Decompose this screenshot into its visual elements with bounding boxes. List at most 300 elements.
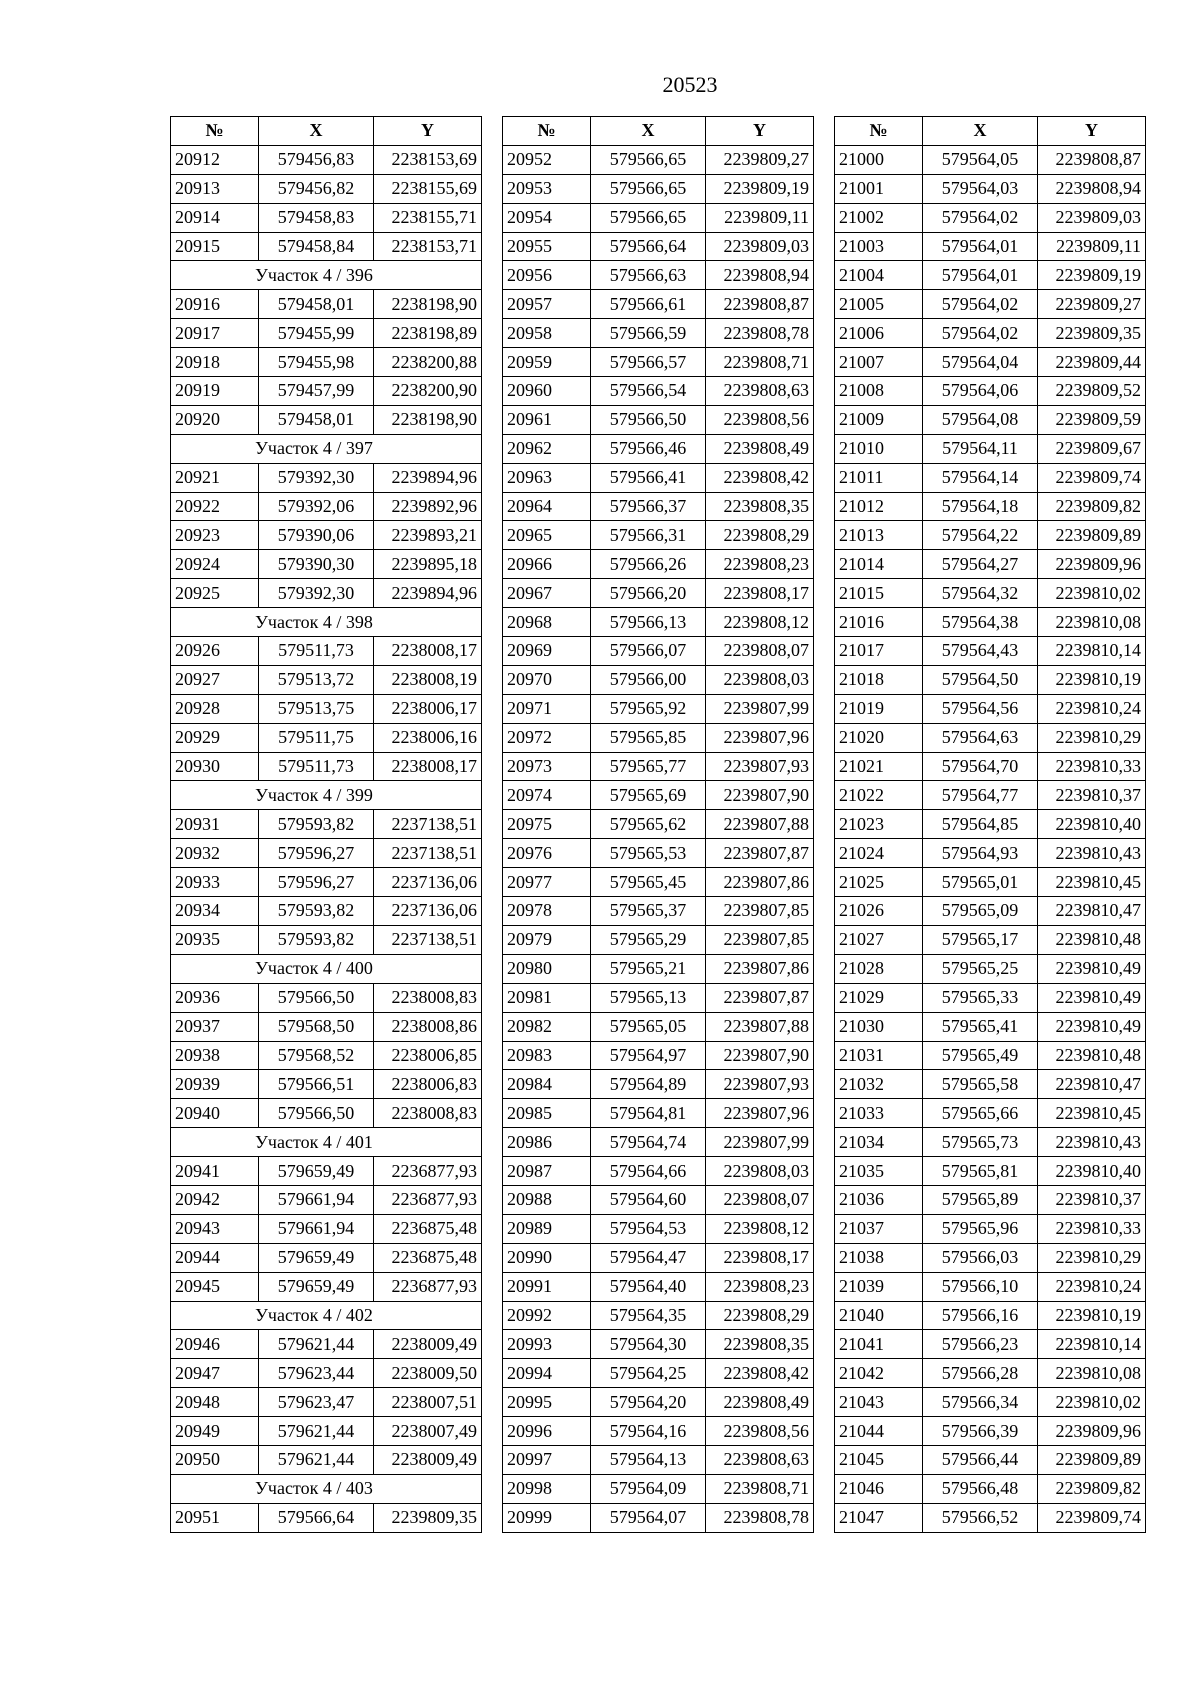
y-coordinate-cell: 2237136,06 — [374, 868, 482, 897]
table-row — [835, 1359, 1146, 1388]
point-number-cell: 20981 — [503, 983, 591, 1012]
y-coordinate-cell: 2239810,49 — [1038, 954, 1146, 983]
table-row — [171, 810, 482, 839]
table-row — [503, 1012, 814, 1041]
x-coordinate-cell: 579564,53 — [591, 1214, 706, 1243]
table-row — [835, 810, 1146, 839]
point-number-cell: 20925 — [171, 579, 259, 608]
y-coordinate-cell: 2239807,86 — [706, 954, 814, 983]
x-coordinate-cell: 579566,59 — [591, 319, 706, 348]
y-coordinate-cell: 2238008,83 — [374, 983, 482, 1012]
table-row — [503, 1128, 814, 1157]
table-row — [835, 1041, 1146, 1070]
x-coordinate-cell: 579564,04 — [923, 348, 1038, 377]
y-coordinate-cell: 2239808,23 — [706, 1272, 814, 1301]
x-coordinate-cell: 579511,75 — [259, 723, 374, 752]
point-number-cell: 20995 — [503, 1388, 591, 1417]
x-coordinate-cell: 579458,84 — [259, 232, 374, 261]
x-coordinate-cell: 579565,49 — [923, 1041, 1038, 1070]
y-coordinate-cell: 2238008,17 — [374, 637, 482, 666]
y-coordinate-cell: 2239892,96 — [374, 492, 482, 521]
point-number-cell: 20936 — [171, 983, 259, 1012]
x-coordinate-cell: 579566,37 — [591, 492, 706, 521]
point-number-cell: 20928 — [171, 694, 259, 723]
y-coordinate-cell: 2239810,02 — [1038, 1388, 1146, 1417]
x-coordinate-cell: 579566,26 — [591, 550, 706, 579]
x-coordinate-cell: 579566,54 — [591, 377, 706, 406]
point-number-cell: 20945 — [171, 1272, 259, 1301]
table-row — [503, 1070, 814, 1099]
point-number-cell: 21003 — [835, 232, 923, 261]
table-row — [171, 174, 482, 203]
table-row — [835, 608, 1146, 637]
x-coordinate-cell: 579564,77 — [923, 781, 1038, 810]
x-coordinate-cell: 579566,34 — [923, 1388, 1038, 1417]
y-coordinate-cell: 2239808,49 — [706, 434, 814, 463]
table-row — [835, 1099, 1146, 1128]
point-number-cell: 20968 — [503, 608, 591, 637]
point-number-cell: 20915 — [171, 232, 259, 261]
table-row — [835, 723, 1146, 752]
y-coordinate-cell: 2236877,93 — [374, 1185, 482, 1214]
x-coordinate-cell: 579564,85 — [923, 810, 1038, 839]
section-title: Участок 4 / 396 — [171, 261, 482, 290]
point-number-cell: 20926 — [171, 637, 259, 666]
y-coordinate-cell: 2238008,86 — [374, 1012, 482, 1041]
y-coordinate-cell: 2239809,27 — [1038, 290, 1146, 319]
y-coordinate-cell: 2239810,24 — [1038, 1272, 1146, 1301]
x-coordinate-cell: 579661,94 — [259, 1214, 374, 1243]
point-number-cell: 20912 — [171, 145, 259, 174]
point-number-cell: 20992 — [503, 1301, 591, 1330]
table-row — [171, 665, 482, 694]
x-coordinate-cell: 579564,30 — [591, 1330, 706, 1359]
x-coordinate-cell: 579564,66 — [591, 1157, 706, 1186]
point-number-cell: 20980 — [503, 954, 591, 983]
x-coordinate-cell: 579659,49 — [259, 1243, 374, 1272]
section-title: Участок 4 / 398 — [171, 608, 482, 637]
x-coordinate-cell: 579566,10 — [923, 1272, 1038, 1301]
y-coordinate-cell: 2239808,49 — [706, 1388, 814, 1417]
y-coordinate-cell: 2239810,40 — [1038, 810, 1146, 839]
y-coordinate-cell: 2239808,29 — [706, 1301, 814, 1330]
x-coordinate-cell: 579568,52 — [259, 1041, 374, 1070]
x-coordinate-cell: 579566,00 — [591, 665, 706, 694]
y-coordinate-cell: 2239807,88 — [706, 1012, 814, 1041]
table-row — [503, 868, 814, 897]
y-coordinate-cell: 2239808,42 — [706, 463, 814, 492]
page-number: 20523 — [662, 72, 718, 97]
point-number-cell: 20994 — [503, 1359, 591, 1388]
point-number-cell: 20956 — [503, 261, 591, 290]
point-number-cell: 20946 — [171, 1330, 259, 1359]
x-coordinate-cell: 579564,70 — [923, 752, 1038, 781]
table-row — [503, 492, 814, 521]
table-row — [503, 203, 814, 232]
point-number-cell: 20941 — [171, 1157, 259, 1186]
y-coordinate-cell: 2239810,02 — [1038, 579, 1146, 608]
section-header-row — [171, 1128, 482, 1157]
point-number-cell: 20991 — [503, 1272, 591, 1301]
y-coordinate-cell: 2238008,19 — [374, 665, 482, 694]
point-number-cell: 20932 — [171, 839, 259, 868]
point-number-cell: 21015 — [835, 579, 923, 608]
x-coordinate-cell: 579564,89 — [591, 1070, 706, 1099]
y-coordinate-cell: 2239809,74 — [1038, 1503, 1146, 1532]
y-coordinate-cell: 2239808,71 — [706, 1474, 814, 1503]
y-coordinate-cell: 2239809,03 — [1038, 203, 1146, 232]
x-coordinate-cell: 579456,83 — [259, 145, 374, 174]
y-coordinate-cell: 2239810,37 — [1038, 1185, 1146, 1214]
point-number-cell: 20958 — [503, 319, 591, 348]
x-coordinate-cell: 579564,27 — [923, 550, 1038, 579]
point-number-cell: 21042 — [835, 1359, 923, 1388]
y-coordinate-cell: 2239809,82 — [1038, 492, 1146, 521]
table-row — [835, 983, 1146, 1012]
point-number-cell: 21001 — [835, 174, 923, 203]
table-row — [503, 405, 814, 434]
x-coordinate-cell: 579564,56 — [923, 694, 1038, 723]
x-coordinate-cell: 579566,50 — [259, 983, 374, 1012]
x-coordinate-cell: 579566,51 — [259, 1070, 374, 1099]
y-coordinate-cell: 2238200,90 — [374, 377, 482, 406]
x-coordinate-cell: 579565,89 — [923, 1185, 1038, 1214]
x-coordinate-cell: 579565,09 — [923, 897, 1038, 926]
x-coordinate-cell: 579458,01 — [259, 405, 374, 434]
y-coordinate-cell: 2239808,07 — [706, 637, 814, 666]
y-coordinate-cell: 2238006,85 — [374, 1041, 482, 1070]
y-coordinate-cell: 2239809,03 — [706, 232, 814, 261]
coordinates-table-2 — [502, 116, 814, 1533]
table-row — [503, 1272, 814, 1301]
x-coordinate-cell: 579458,01 — [259, 290, 374, 319]
y-coordinate-cell: 2237138,51 — [374, 925, 482, 954]
table-row — [835, 405, 1146, 434]
point-number-cell: 20976 — [503, 839, 591, 868]
point-number-cell: 20938 — [171, 1041, 259, 1070]
point-number-cell: 20929 — [171, 723, 259, 752]
table-row — [503, 810, 814, 839]
table-row — [503, 434, 814, 463]
table-row — [503, 983, 814, 1012]
point-number-cell: 20996 — [503, 1417, 591, 1446]
point-number-cell: 20942 — [171, 1185, 259, 1214]
table-row — [171, 203, 482, 232]
point-number-cell: 21024 — [835, 839, 923, 868]
x-coordinate-cell: 579566,61 — [591, 290, 706, 319]
table-row — [171, 752, 482, 781]
y-coordinate-cell: 2239808,17 — [706, 579, 814, 608]
y-coordinate-cell: 2238009,50 — [374, 1359, 482, 1388]
table-row — [835, 145, 1146, 174]
table-row — [835, 348, 1146, 377]
point-number-cell: 21022 — [835, 781, 923, 810]
table-row — [503, 145, 814, 174]
y-coordinate-cell: 2239809,89 — [1038, 521, 1146, 550]
table-row — [171, 723, 482, 752]
table-row — [835, 1388, 1146, 1417]
x-coordinate-cell: 579392,30 — [259, 463, 374, 492]
y-coordinate-cell: 2239810,14 — [1038, 1330, 1146, 1359]
y-coordinate-cell: 2238007,49 — [374, 1417, 482, 1446]
point-number-cell: 20983 — [503, 1041, 591, 1070]
point-number-cell: 21008 — [835, 377, 923, 406]
point-number-cell: 21047 — [835, 1503, 923, 1532]
point-number-cell: 20930 — [171, 752, 259, 781]
x-coordinate-cell: 579566,48 — [923, 1474, 1038, 1503]
y-coordinate-cell: 2239808,56 — [706, 405, 814, 434]
x-coordinate-cell: 579659,49 — [259, 1272, 374, 1301]
table-row — [171, 1041, 482, 1070]
point-number-cell: 21019 — [835, 694, 923, 723]
x-coordinate-cell: 579623,47 — [259, 1388, 374, 1417]
y-coordinate-cell: 2239807,85 — [706, 925, 814, 954]
point-number-cell: 20951 — [171, 1503, 259, 1532]
table-row — [503, 232, 814, 261]
y-coordinate-cell: 2238198,90 — [374, 405, 482, 434]
y-coordinate-cell: 2238008,17 — [374, 752, 482, 781]
point-number-cell: 21035 — [835, 1157, 923, 1186]
table-row — [171, 1012, 482, 1041]
x-coordinate-cell: 579565,17 — [923, 925, 1038, 954]
x-coordinate-cell: 579566,50 — [591, 405, 706, 434]
point-number-cell: 21039 — [835, 1272, 923, 1301]
x-coordinate-cell: 579564,63 — [923, 723, 1038, 752]
point-number-cell: 20918 — [171, 348, 259, 377]
y-coordinate-cell: 2239807,86 — [706, 868, 814, 897]
table-row — [171, 925, 482, 954]
point-number-cell: 20998 — [503, 1474, 591, 1503]
y-coordinate-cell: 2239808,87 — [706, 290, 814, 319]
x-coordinate-cell: 579593,82 — [259, 897, 374, 926]
y-coordinate-cell: 2238007,51 — [374, 1388, 482, 1417]
table-row — [171, 694, 482, 723]
x-coordinate-cell: 579511,73 — [259, 637, 374, 666]
point-number-cell: 21009 — [835, 405, 923, 434]
y-coordinate-cell: 2239809,11 — [1038, 232, 1146, 261]
y-coordinate-cell: 2239810,45 — [1038, 1099, 1146, 1128]
point-number-cell: 20972 — [503, 723, 591, 752]
point-number-cell: 20959 — [503, 348, 591, 377]
point-number-cell: 20954 — [503, 203, 591, 232]
y-coordinate-cell: 2239807,93 — [706, 752, 814, 781]
x-coordinate-cell: 579390,06 — [259, 521, 374, 550]
y-coordinate-cell: 2239808,35 — [706, 1330, 814, 1359]
x-coordinate-cell: 579565,25 — [923, 954, 1038, 983]
point-number-cell: 20957 — [503, 290, 591, 319]
y-coordinate-cell: 2239808,03 — [706, 1157, 814, 1186]
table-row — [835, 1503, 1146, 1532]
x-coordinate-cell: 579565,41 — [923, 1012, 1038, 1041]
y-coordinate-cell: 2239895,18 — [374, 550, 482, 579]
point-number-cell: 21045 — [835, 1445, 923, 1474]
table-row — [171, 1445, 482, 1474]
table-row — [171, 839, 482, 868]
table-row — [835, 319, 1146, 348]
y-coordinate-cell: 2239810,49 — [1038, 1012, 1146, 1041]
point-number-cell: 20950 — [171, 1445, 259, 1474]
point-number-cell: 21027 — [835, 925, 923, 954]
point-number-cell: 20922 — [171, 492, 259, 521]
y-coordinate-cell: 2239894,96 — [374, 579, 482, 608]
y-coordinate-cell: 2238006,16 — [374, 723, 482, 752]
x-coordinate-cell: 579566,52 — [923, 1503, 1038, 1532]
y-coordinate-cell: 2239807,90 — [706, 781, 814, 810]
x-coordinate-cell: 579564,02 — [923, 290, 1038, 319]
x-coordinate-cell: 579623,44 — [259, 1359, 374, 1388]
point-number-cell: 21016 — [835, 608, 923, 637]
y-coordinate-cell: 2239808,63 — [706, 377, 814, 406]
x-coordinate-cell: 579568,50 — [259, 1012, 374, 1041]
coordinates-table-1 — [170, 116, 482, 1533]
x-coordinate-cell: 579566,50 — [259, 1099, 374, 1128]
y-coordinate-cell: 2238198,90 — [374, 290, 482, 319]
y-coordinate-cell: 2239809,59 — [1038, 405, 1146, 434]
table-row — [503, 1388, 814, 1417]
y-coordinate-cell: 2239809,44 — [1038, 348, 1146, 377]
y-coordinate-cell: 2238009,49 — [374, 1445, 482, 1474]
y-coordinate-cell: 2239808,07 — [706, 1185, 814, 1214]
x-coordinate-cell: 579511,73 — [259, 752, 374, 781]
section-header-row — [171, 261, 482, 290]
point-number-cell: 20962 — [503, 434, 591, 463]
table-row — [171, 1417, 482, 1446]
table-row — [503, 1157, 814, 1186]
point-number-cell: 20977 — [503, 868, 591, 897]
point-number-cell: 21000 — [835, 145, 923, 174]
table-row — [835, 781, 1146, 810]
x-coordinate-cell: 579566,31 — [591, 521, 706, 550]
point-number-cell: 21010 — [835, 434, 923, 463]
table-row — [503, 1330, 814, 1359]
y-coordinate-cell: 2239810,29 — [1038, 723, 1146, 752]
y-coordinate-cell: 2239809,52 — [1038, 377, 1146, 406]
table-row — [503, 897, 814, 926]
y-coordinate-cell: 2239810,19 — [1038, 665, 1146, 694]
x-coordinate-cell: 579565,66 — [923, 1099, 1038, 1128]
y-coordinate-cell: 2239810,14 — [1038, 637, 1146, 666]
y-coordinate-cell: 2239810,37 — [1038, 781, 1146, 810]
x-coordinate-cell: 579564,13 — [591, 1445, 706, 1474]
point-number-cell: 21046 — [835, 1474, 923, 1503]
x-coordinate-cell: 579566,57 — [591, 348, 706, 377]
x-coordinate-cell: 579565,73 — [923, 1128, 1038, 1157]
table-row — [835, 1272, 1146, 1301]
x-coordinate-cell: 579566,20 — [591, 579, 706, 608]
section-header-row — [171, 954, 482, 983]
x-coordinate-cell: 579564,18 — [923, 492, 1038, 521]
section-header-row — [171, 608, 482, 637]
table-row — [835, 521, 1146, 550]
point-number-cell: 20966 — [503, 550, 591, 579]
x-coordinate-cell: 579564,05 — [923, 145, 1038, 174]
point-number-cell: 20924 — [171, 550, 259, 579]
x-coordinate-cell: 579565,77 — [591, 752, 706, 781]
table-row — [503, 290, 814, 319]
x-coordinate-cell: 579566,63 — [591, 261, 706, 290]
point-number-cell: 20978 — [503, 897, 591, 926]
y-coordinate-cell: 2239807,99 — [706, 694, 814, 723]
x-coordinate-cell: 579566,23 — [923, 1330, 1038, 1359]
x-coordinate-cell: 579564,97 — [591, 1041, 706, 1070]
table-row — [503, 463, 814, 492]
x-coordinate-cell: 579566,65 — [591, 145, 706, 174]
x-coordinate-cell: 579566,28 — [923, 1359, 1038, 1388]
y-coordinate-cell: 2239808,12 — [706, 608, 814, 637]
point-number-cell: 20960 — [503, 377, 591, 406]
table-row — [835, 1243, 1146, 1272]
x-coordinate-cell: 579513,75 — [259, 694, 374, 723]
table-row — [503, 1041, 814, 1070]
column-header-y: Y — [706, 117, 814, 146]
point-number-cell: 21007 — [835, 348, 923, 377]
table-row — [835, 261, 1146, 290]
table-row — [835, 492, 1146, 521]
table-row — [503, 637, 814, 666]
x-coordinate-cell: 579455,98 — [259, 348, 374, 377]
x-coordinate-cell: 579564,47 — [591, 1243, 706, 1272]
point-number-cell: 20937 — [171, 1012, 259, 1041]
y-coordinate-cell: 2239808,78 — [706, 1503, 814, 1532]
point-number-cell: 20986 — [503, 1128, 591, 1157]
point-number-cell: 20987 — [503, 1157, 591, 1186]
point-number-cell: 20949 — [171, 1417, 259, 1446]
point-number-cell: 20935 — [171, 925, 259, 954]
y-coordinate-cell: 2239809,35 — [374, 1503, 482, 1532]
table-row — [503, 608, 814, 637]
column-header-number: № — [835, 117, 923, 146]
table-row — [171, 868, 482, 897]
point-number-cell: 21026 — [835, 897, 923, 926]
column-header-y: Y — [1038, 117, 1146, 146]
point-number-cell: 20961 — [503, 405, 591, 434]
x-coordinate-cell: 579457,99 — [259, 377, 374, 406]
x-coordinate-cell: 579564,16 — [591, 1417, 706, 1446]
y-coordinate-cell: 2238198,89 — [374, 319, 482, 348]
x-coordinate-cell: 579564,38 — [923, 608, 1038, 637]
table-row — [503, 1417, 814, 1446]
table-row — [171, 319, 482, 348]
table-row — [835, 752, 1146, 781]
table-row — [171, 579, 482, 608]
x-coordinate-cell: 579565,29 — [591, 925, 706, 954]
point-number-cell: 20955 — [503, 232, 591, 261]
y-coordinate-cell: 2239810,40 — [1038, 1157, 1146, 1186]
point-number-cell: 20914 — [171, 203, 259, 232]
y-coordinate-cell: 2239808,78 — [706, 319, 814, 348]
point-number-cell: 20993 — [503, 1330, 591, 1359]
x-coordinate-cell: 579565,53 — [591, 839, 706, 868]
point-number-cell: 20947 — [171, 1359, 259, 1388]
x-coordinate-cell: 579565,92 — [591, 694, 706, 723]
table-row — [835, 1301, 1146, 1330]
point-number-cell: 20999 — [503, 1503, 591, 1532]
point-number-cell: 21005 — [835, 290, 923, 319]
column-header-number: № — [171, 117, 259, 146]
section-title: Участок 4 / 397 — [171, 434, 482, 463]
table-row — [835, 463, 1146, 492]
point-number-cell: 20952 — [503, 145, 591, 174]
section-header-row — [171, 1474, 482, 1503]
table-row — [503, 925, 814, 954]
x-coordinate-cell: 579564,01 — [923, 261, 1038, 290]
y-coordinate-cell: 2239808,03 — [706, 665, 814, 694]
table-row — [171, 1214, 482, 1243]
x-coordinate-cell: 579564,20 — [591, 1388, 706, 1417]
table-row — [835, 550, 1146, 579]
table-row — [835, 694, 1146, 723]
table-row — [503, 1301, 814, 1330]
